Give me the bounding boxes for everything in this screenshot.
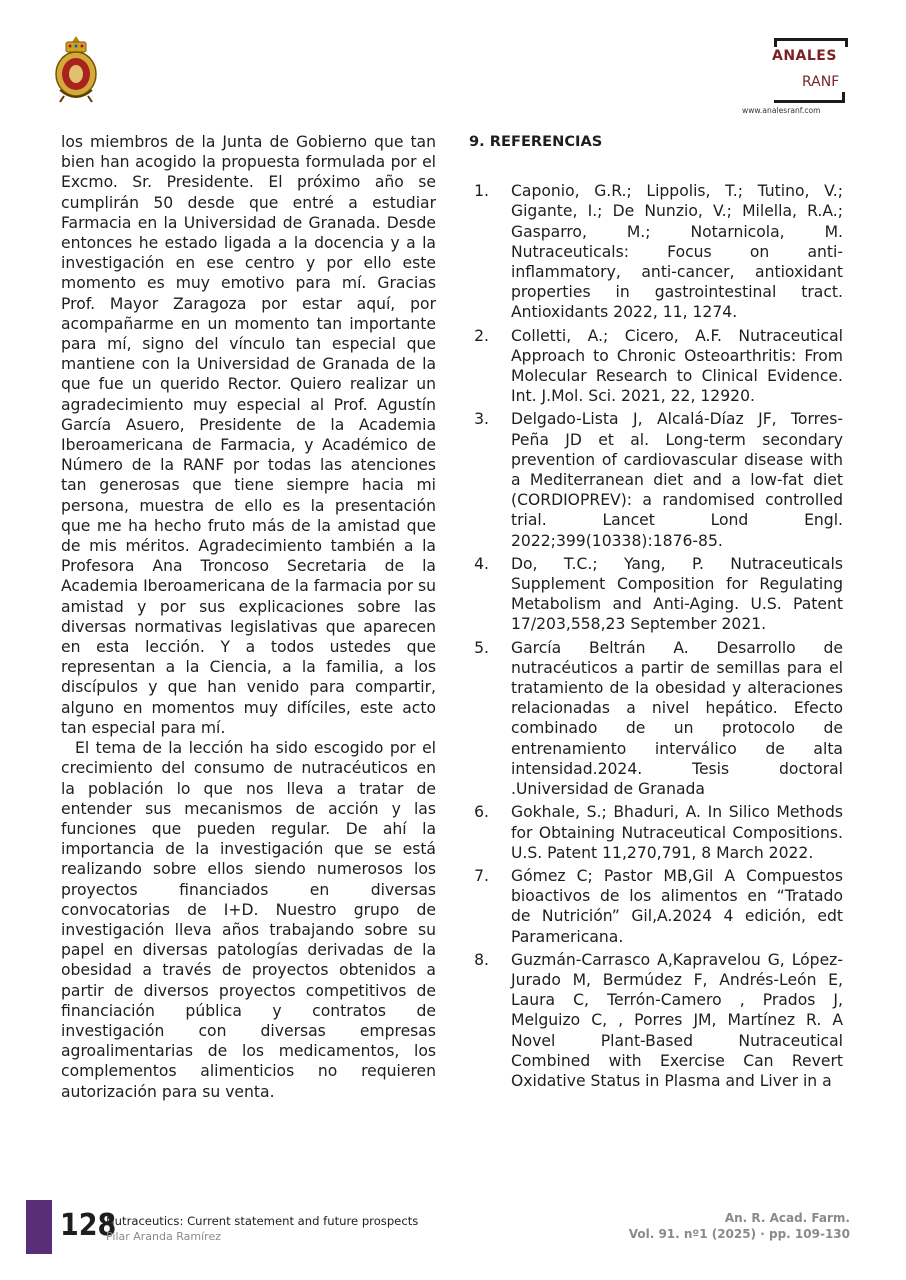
reference-number: 8.: [474, 950, 489, 969]
reference-text: Colletti, A.; Cicero, A.F. Nutraceutical Approach to Chronic Osteoarthritis: From Molecular Research to Clinical Evidence. Int. J.Mol. Sci. 2021, 22, 12920.: [511, 326, 843, 406]
reference-item: [463, 181, 843, 322]
references-heading: 9. REFERENCIAS: [469, 133, 603, 150]
body-text-column: [61, 132, 436, 1102]
footer-journal-name: An. R. Acad. Farm.: [724, 1211, 850, 1225]
footer-author: Pilar Aranda Ramírez: [106, 1230, 221, 1243]
references-list: [463, 181, 843, 1091]
reference-item: [463, 326, 843, 407]
references-section: [463, 132, 843, 1094]
reference-text: Do, T.C.; Yang, P. Nutraceuticals Supplement Composition for Regulating Metabolism and Anti-Aging. U.S. Patent 17/203,558,23 September 2021.: [511, 554, 843, 634]
body-paragraph: El tema de la lección ha sido escogido por el crecimiento del consumo de nutracéuticos en la población lo que nos lleva a tratar de entender sus mecanismos de acción y las funciones que pueden regular. De ahí la importancia de la investigación que se está realizando sobre ellos siendo numerosos los proyectos financiados en diversas convocatorias de I+D. Nuestro grupo de investigación lleva años trabajando sobre su papel en diversas patologías derivadas de la obesidad a través de proyectos obtenidos a partir de diversos proyectos competitivos de financiación pública y contratos de investigación con diversas empresas agroalimentarias de los medicamentos, los complementos alimenticios no requieren autorización para su venta.: [61, 739, 436, 1101]
body-paragraph: los miembros de la Junta de Gobierno que tan bien han acogido la propuesta formulada por el Excmo. Sr. Presidente. El próximo año se cumplirán 50 desde que entré a estudiar Farmacia en la Universidad de Granada. Desde entonces he estado ligada a la docencia y a la investigación en ese centro y por ello este momento es muy emotivo para mí. Gracias Prof. Mayor Zaragoza por estar aquí, por acompañarme en un momento tan importante para mí, signo del vínculo tan especial que mantiene con la Universidad de Granada de la que fue un querido Rector. Quiero realizar un agradecimiento muy especial al Prof. Agustín García Asuero, Presidente de la Academia Iberoamericana de Farmacia, y Académico de Número de la RANF por todas las atenciones tan generosas que tiene siempre hacia mi persona, muestra de ello es la presentación que me ha hecho fruto más de la amistad que de mis méritos. Agradecimiento también a la Profesora Ana Troncoso Secretaria de la Academia Iberoamericana de la farmacia por su amistad y por sus explicaciones sobre las diversas normativas legislativas que aparecen en esta lección. Y a todos ustedes que representan a la Ciencia, a la familia, a los discípulos y que han venido para compartir, alguno en momentos muy difíciles, este acto tan especial para mí.: [61, 133, 436, 737]
academy-crest-icon: [52, 34, 100, 106]
reference-number: 3.: [474, 410, 489, 429]
page-number: 128: [60, 1208, 117, 1243]
reference-item: [463, 409, 843, 550]
reference-item: [463, 802, 843, 863]
reference-text: Caponio, G.R.; Lippolis, T.; Tutino, V.; Gigante, I.; De Nunzio, V.; Milella, R.A.; Gasparro, M.; Notarnicola, M. Nutraceuticals: Focus on anti-inflammatory, anti-cancer, antioxidant properties in gastrointestinal tract. Antioxidants 2022, 11, 1274.: [511, 182, 843, 322]
footer-journal-info: [629, 1210, 850, 1242]
reference-text: Gómez C; Pastor MB,Gil A Compuestos bioactivos de los alimentos en “Tratado de Nutrición” Gil,A.2024 4 edición, edt Paramericana.: [511, 866, 843, 946]
reference-item: [463, 950, 843, 1091]
logo-url[interactable]: www.analesranf.com: [742, 106, 821, 115]
logo-frame-bottom: [774, 92, 845, 103]
reference-text: Guzmán-Carrasco A,Kapravelou G, López-Jurado M, Bermúdez F, Andrés-León E, Laura C, Terrón-Camero , Prados J, Melguizo C, , Porres JM, Martínez R. A Novel Plant-Based Nutraceutical Combined with Exercise Can Revert Oxidative Status in Plasma and Liver in a: [511, 950, 843, 1090]
reference-text: Gokhale, S.; Bhaduri, A. In Silico Methods for Obtaining Nutraceutical Compositions. U.S. Patent 11,270,791, 8 March 2022.: [511, 803, 843, 862]
reference-number: 6.: [474, 803, 489, 822]
reference-number: 7.: [474, 866, 489, 885]
footer-journal-volume: Vol. 91. nº1 (2025) · pp. 109-130: [628, 1227, 850, 1241]
reference-item: [463, 866, 843, 947]
reference-number: 4.: [474, 554, 489, 573]
logo-frame-top: [774, 38, 848, 47]
anales-ranf-logo[interactable]: [742, 38, 848, 118]
logo-anales-text: ANALES: [772, 48, 837, 64]
logo-ranf-text: RANF: [802, 74, 840, 90]
reference-item: [463, 638, 843, 800]
reference-number: 1.: [474, 182, 489, 201]
reference-text: García Beltrán A. Desarrollo de nutracéuticos a partir de semillas para el tratamiento de la obesidad y alteraciones relacionadas a nivel hepático. Efecto combinado de un protocolo de entrenamiento interválico de alta intensidad.2024. Tesis doctoral .Universidad de Granada: [511, 638, 843, 799]
reference-item: [463, 554, 843, 635]
reference-text: Delgado-Lista J, Alcalá-Díaz JF, Torres-Peña JD et al. Long-term secondary prevention of cardiovascular disease with a Mediterranean diet and a low-fat diet (CORDIOPREV): a randomised controlled trial. Lancet Lond Engl. 2022;399(10338):1876-85.: [511, 410, 843, 550]
reference-number: 2.: [474, 326, 489, 345]
footer-accent-bar: [26, 1200, 52, 1254]
reference-number: 5.: [474, 638, 489, 657]
footer-article-title: Nutraceutics: Current statement and future prospects: [106, 1214, 419, 1228]
